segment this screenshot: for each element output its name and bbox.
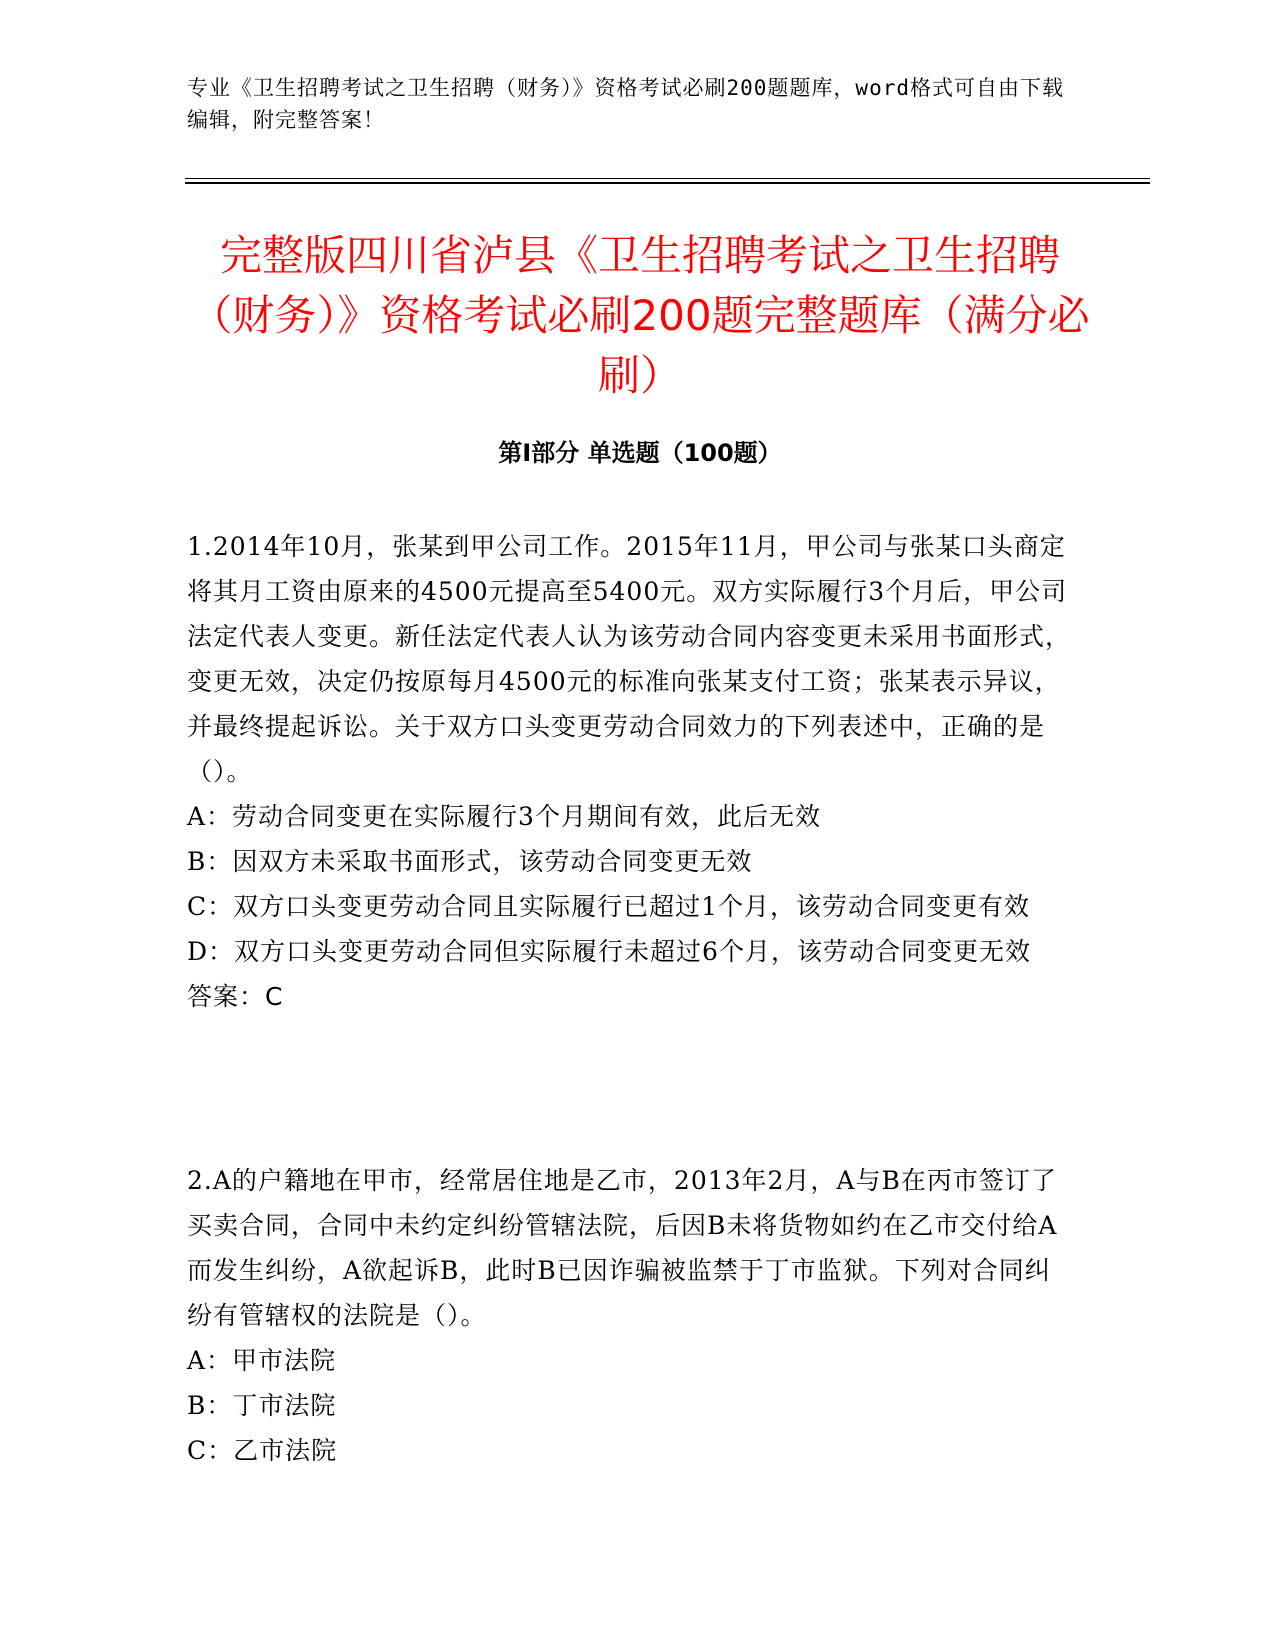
header-divider-thin — [185, 178, 1150, 179]
document-title: 完整版四川省泸县《卫生招聘考试之卫生招聘（财务）》资格考试必刷200题完整题库（满分必刷） — [190, 231, 1090, 400]
option-a: A：劳动合同变更在实际履行3个月期间有效，此后无效 — [187, 802, 821, 831]
question-stem: 2.A的户籍地在甲市，经常居住地是乙市，2013年2月，A与B在丙市签订了买卖合同，合同中未约定纠纷管辖法院，后因B未将货物如约在乙市交付给A而发生纠纷，A欲起诉B，此时B已因诈骗被监禁于丁市监狱。下列对合同纠纷有管辖权的法院是（）。 — [187, 1166, 1058, 1330]
option-c: C：双方口头变更劳动合同且实际履行已超过1个月，该劳动合同变更有效 — [187, 892, 1031, 921]
header-note: 专业《卫生招聘考试之卫生招聘（财务）》资格考试必刷200题题库，word格式可自由下载编辑，附完整答案！ — [187, 76, 1064, 132]
question-1 — [187, 524, 1072, 1019]
option-c: C：乙市法院 — [187, 1436, 338, 1465]
option-b: B：因双方未采取书面形式，该劳动合同变更无效 — [187, 847, 753, 876]
question-2 — [187, 1158, 1072, 1473]
answer: 答案：C — [187, 982, 284, 1011]
option-b: B：丁市法院 — [187, 1391, 337, 1420]
section-heading: 第Ⅰ部分 单选题（100题） — [498, 439, 782, 467]
option-a: A：甲市法院 — [187, 1346, 337, 1375]
header-divider-thick — [185, 182, 1150, 184]
option-d: D：双方口头变更劳动合同但实际履行未超过6个月，该劳动合同变更无效 — [187, 937, 1031, 966]
question-stem: 1.2014年10月，张某到甲公司工作。2015年11月，甲公司与张某口头商定将其月工资由原来的4500元提高至5400元。双方实际履行3个月后，甲公司法定代表人变更。新任法定代表人认为该劳动合同内容变更未采用书面形式，变更无效，决定仍按原每月4500元的标准向张某支付工资；张某表示异议，并最终提起诉讼。关于双方口头变更劳动合同效力的下列表述中，正确的是（）。 — [187, 532, 1072, 786]
